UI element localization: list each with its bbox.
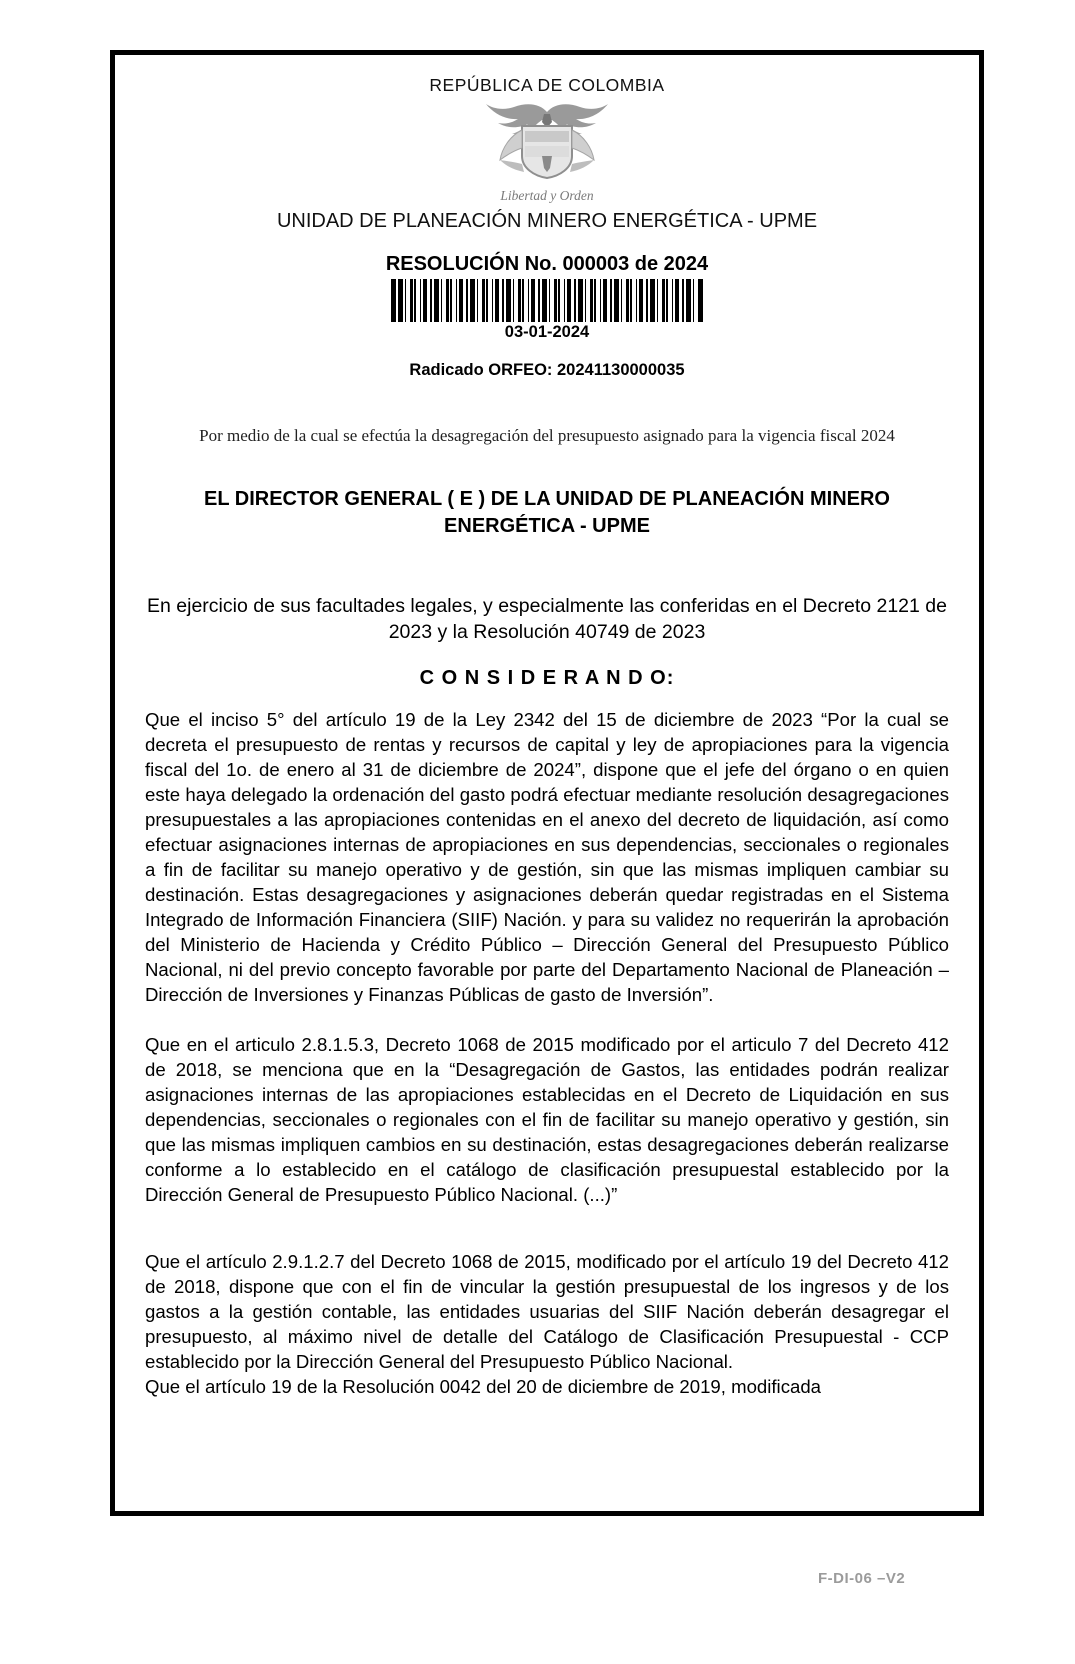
page-content	[115, 55, 979, 1399]
considering-paragraphs	[145, 707, 949, 1399]
paragraph-2: Que en el articulo 2.8.1.5.3, Decreto 1068 de 2015 modificado por el articulo 7 del Decreto 412 de 2018, se menciona que en la “Desagregación de Gastos, las entidades podrán realizar asignaciones internas de las apropiaciones establecidas en el Decreto de Liquidación en sus dependencias, seccionales o regionales con el fin de facilitar su manejo operativo y gestión, sin que las mismas impliquen cambios en su destinación, estas desagregaciones deberán realizarse conforme a lo establecido en el catálogo de clasificación presupuestal establecido por la Dirección General de Presupuesto Público Nacional. (...)”	[145, 1034, 949, 1205]
paragraph-1: Que el inciso 5° del artículo 19 de la Ley 2342 del 15 de diciembre de 2023 “Por la cual se decreta el presupuesto de rentas y recursos de capital y ley de apropiaciones para la vigencia fiscal del 1o. de enero al 31 de diciembre de 2024”, dispone que el jefe del órgano o en quien este haya delegado la ordenación del gasto podrá efectuar mediante resolución desagregaciones presupuestales a las apropiaciones contenidas en el anexo del decreto de liquidación, así como efectuar asignaciones internas de apropiaciones en sus dependencias, seccionales o regionales a fin de facilitar su manejo operativo y de gestión, sin que las mismas impliquen cambiar su destinación. Estas desagregaciones y asignaciones deberán quedar registradas en el Sistema Integrado de Información Financiera (SIIF) Nación. y para su validez no requerirán la aprobación del Ministerio de Hacienda y Crédito Público – Dirección General del Presupuesto Público Nacional, ni del previo concepto favorable por parte del Departamento Nacional de Planeación – Dirección de Inversiones y Finanzas Públicas de gasto de Inversión”.	[145, 709, 949, 1005]
republic-title: REPÚBLICA DE COLOMBIA	[429, 75, 665, 95]
legal-powers-text: En ejercicio de sus facultades legales, y especialmente las conferidas en el Decreto 2121 de 2023 y la Resolución 40749 de 2023	[147, 595, 947, 643]
form-code-footer: F-DI-06 –V2	[818, 1570, 906, 1587]
coat-of-arms-icon	[462, 98, 632, 188]
paragraph-4: Que el artículo 19 de la Resolución 0042 del 20 de diciembre de 2019, modificada	[145, 1376, 822, 1397]
barcode-icon	[391, 279, 703, 322]
entity-name: UNIDAD DE PLANEACIÓN MINERO ENERGÉTICA - UPME	[276, 210, 818, 232]
authority-heading: EL DIRECTOR GENERAL ( E ) DE LA UNIDAD DE PLANEACIÓN MINERO ENERGÉTICA - UPME	[204, 488, 890, 537]
paragraph-3: Que el artículo 2.9.1.2.7 del Decreto 1068 de 2015, modificado por el artículo 19 del Decreto 412 de 2018, dispone que con el fin de vincular la gestión presupuestal de los ingresos y de los gastos a la gestión contable, las entidades usuarias del SIIF Nación deberán desagregar el presupuesto, al máximo nivel de detalle del Catálogo de Clasificación Presupuestal - CCP establecido por la Dirección General del Presupuesto Público Nacional.	[145, 1251, 949, 1372]
resolution-subject: Por medio de la cual se efectúa la desagregación del presupuesto asignado para la vigencia fiscal 2024	[199, 426, 895, 445]
radicado-number: Radicado ORFEO: 20241130000035	[409, 361, 685, 379]
considering-heading: C O N S I D E R A N D O:	[419, 667, 675, 689]
barcode-date: 03-01-2024	[504, 323, 590, 341]
coat-of-arms-motto: Libertad y Orden	[500, 188, 594, 203]
resolution-title: RESOLUCIÓN No. 000003 de 2024	[385, 253, 709, 275]
page-border-frame	[110, 50, 984, 1516]
